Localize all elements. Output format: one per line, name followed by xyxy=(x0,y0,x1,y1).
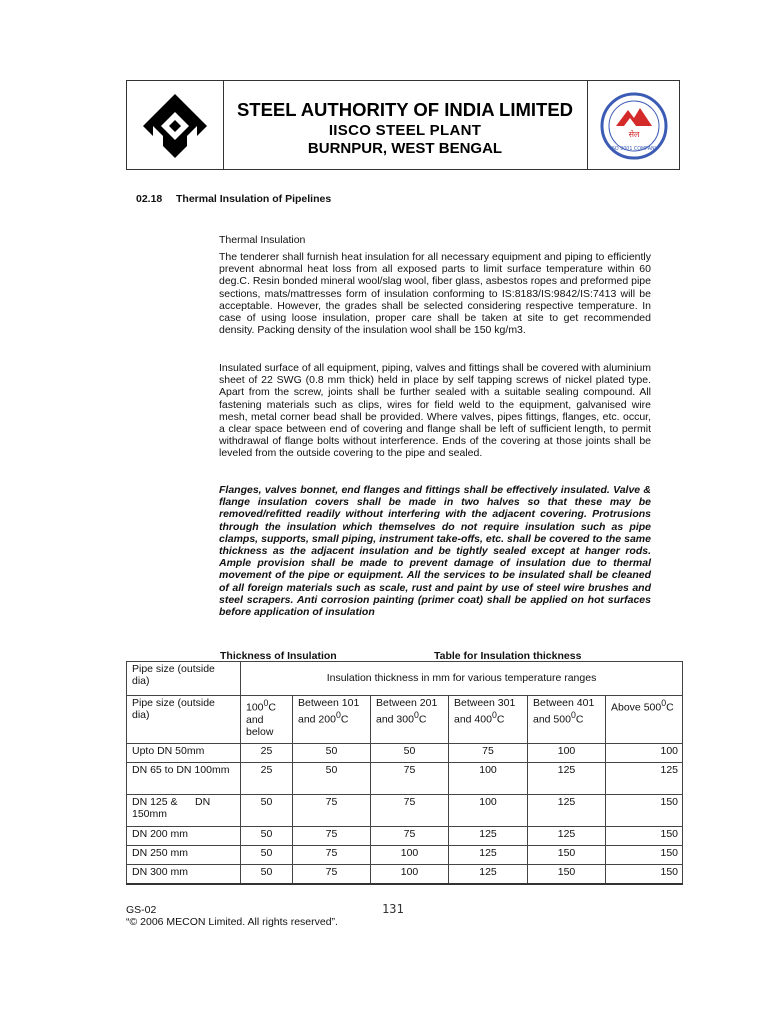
paragraph-1: The tenderer shall furnish heat insulation for all necessary equipment and piping to efficiently prevent abnormal heat loss from all exposed parts to limit surface temperature within 60 deg.C. Resin bonded mineral wool/slag wool, fiber glass, asbestos ropes and preformed pipe sections, mats/mattresses form of insulation conforming to IS:8183/IS:9842/IS:7413 will be acceptable. However, the grades shall be selected considering respective temperature. In case of using loose insulation, proper care shall be taken at site to get recommended density. Packing density of the insulation wool shall be 150 kg/m3. xyxy=(219,251,651,337)
subheading: Thermal Insulation xyxy=(219,234,306,246)
section-heading xyxy=(136,193,331,205)
plant-location: BURNPUR, WEST BENGAL xyxy=(307,140,503,157)
value-cell: 125 xyxy=(528,827,606,846)
insulation-thickness-table xyxy=(126,661,683,885)
seal-hindi-text: सेल xyxy=(628,130,640,139)
table-header-row-1 xyxy=(127,662,683,696)
pipe-size-cell: DN 125 & DN 150mm xyxy=(127,795,241,827)
table-row xyxy=(127,763,683,795)
paragraph-2: Insulated surface of all equipment, piping, valves and fittings shall be covered with aluminium sheet of 22 SWG (0.8 mm thick) held in place by self tapping screws of nickel plated type. Apart from the screw, joints shall be further sealed with a suitable sealing compound. All fastening materials such as clips, wires for field weld to the equipment, galvanised wire mesh, metal corner bead shall be provided. Where valves, pipes fittings, flanges, etc. occur, a clear space between end of covering and flange shall be left of sufficient length, to permit withdrawal of flange bolts without interference. Ends of the covering at those joints shall be leveled from the outside covering to the pipe and sealed. xyxy=(219,362,651,460)
value-cell: 75 xyxy=(371,763,449,795)
value-cell: 75 xyxy=(371,795,449,827)
document-header xyxy=(126,80,680,170)
table-row xyxy=(127,795,683,827)
table-row xyxy=(127,865,683,885)
value-cell: 100 xyxy=(528,744,606,763)
value-cell: 50 xyxy=(241,865,293,885)
temp-range-cell: Between 401 and $500^0C$ xyxy=(528,696,606,744)
page-footer xyxy=(126,904,338,928)
copyright: “© 2006 MECON Limited. All rights reserved”. xyxy=(126,916,338,929)
pipe-size-cell: DN 200 mm xyxy=(127,827,241,846)
value-cell: 75 xyxy=(293,865,371,885)
header-cell: Pipe size (outside dia) xyxy=(127,662,241,696)
value-cell: 150 xyxy=(606,827,683,846)
value-cell: 125 xyxy=(449,827,528,846)
temp-range-cell: Between 101 and $200^0C$ xyxy=(293,696,371,744)
table-header-row-2 xyxy=(127,696,683,744)
value-cell: 50 xyxy=(241,795,293,827)
value-cell: 150 xyxy=(606,795,683,827)
plant-name: IISCO STEEL PLANT xyxy=(328,122,482,139)
value-cell: 75 xyxy=(371,827,449,846)
value-cell: 75 xyxy=(449,744,528,763)
temp-range-cell: $100^0C$ and below xyxy=(241,696,293,744)
section-title: Thermal Insulation of Pipelines xyxy=(176,193,332,205)
value-cell: 125 xyxy=(449,865,528,885)
value-cell: 75 xyxy=(293,795,371,827)
value-cell: 25 xyxy=(241,744,293,763)
seal-iso-text: ISO 9001 COMPANY xyxy=(610,147,658,152)
page-number: 131 xyxy=(382,902,404,916)
value-cell: 125 xyxy=(528,795,606,827)
header-divider-right xyxy=(587,81,588,169)
value-cell: 150 xyxy=(606,865,683,885)
value-cell: 150 xyxy=(528,846,606,865)
section-number: 02.18 xyxy=(136,193,163,205)
pipe-size-cell: Upto DN 50mm xyxy=(127,744,241,763)
table-caption-right: Table for Insulation thickness xyxy=(434,650,582,662)
value-cell: 100 xyxy=(606,744,683,763)
pipe-size-cell: DN 300 mm xyxy=(127,865,241,885)
value-cell: 125 xyxy=(449,846,528,865)
value-cell: 50 xyxy=(293,763,371,795)
table-row xyxy=(127,744,683,763)
value-cell: 100 xyxy=(371,865,449,885)
value-cell: 50 xyxy=(371,744,449,763)
value-cell: 125 xyxy=(606,763,683,795)
value-cell: 25 xyxy=(241,763,293,795)
value-cell: 75 xyxy=(293,827,371,846)
value-cell: 150 xyxy=(528,865,606,885)
org-name: STEEL AUTHORITY OF INDIA LIMITED xyxy=(236,99,574,120)
pipe-size-cell: DN 65 to DN 100mm xyxy=(127,763,241,795)
value-cell: 100 xyxy=(449,795,528,827)
value-cell: 125 xyxy=(528,763,606,795)
header-cell: Pipe size (outside dia) xyxy=(127,696,241,744)
value-cell: 150 xyxy=(606,846,683,865)
sail-logo-icon xyxy=(139,90,211,162)
value-cell: 100 xyxy=(449,763,528,795)
iso-seal-icon xyxy=(598,90,670,162)
temp-range-cell: Between 201 and $300^0C$ xyxy=(371,696,449,744)
header-span-cell: Insulation thickness in mm for various temperature ranges xyxy=(241,662,683,696)
value-cell: 50 xyxy=(293,744,371,763)
value-cell: 100 xyxy=(371,846,449,865)
table-row xyxy=(127,827,683,846)
temp-range-cell: Above $500^0C$ xyxy=(606,696,683,744)
value-cell: 50 xyxy=(241,846,293,865)
pipe-size-cell: DN 250 mm xyxy=(127,846,241,865)
doc-code: GS-02 xyxy=(126,904,157,916)
temp-range-cell: Between 301 and $400^0C$ xyxy=(449,696,528,744)
table-caption-left: Thickness of Insulation xyxy=(220,650,337,662)
value-cell: 50 xyxy=(241,827,293,846)
paragraph-3: Flanges, valves bonnet, end flanges and fittings shall be effectively insulated. Valve & flange insulation covers shall be made in two halves so that these may be removed/refitted readily without interfering with the adjacent covering. Protrusions through the insulation which themselves do not require insulation such as pipe clamps, supports, small piping, instrument take-offs, etc. shall be covered to the same thickness as the adjacent insulation and be tightly sealed except at hanger rods. Ample provision shall be made to prevent damage of insulation due to thermal movement of the pipe or equipment. All the services to be insulated shall be cleaned of all foreign materials such as scale, rust and paint by use of steel wire brushes and steel scrapers. Anti corrosion painting (primer coat) shall be applied on hot surfaces before application of insulation xyxy=(219,484,651,619)
table-row xyxy=(127,846,683,865)
value-cell: 75 xyxy=(293,846,371,865)
